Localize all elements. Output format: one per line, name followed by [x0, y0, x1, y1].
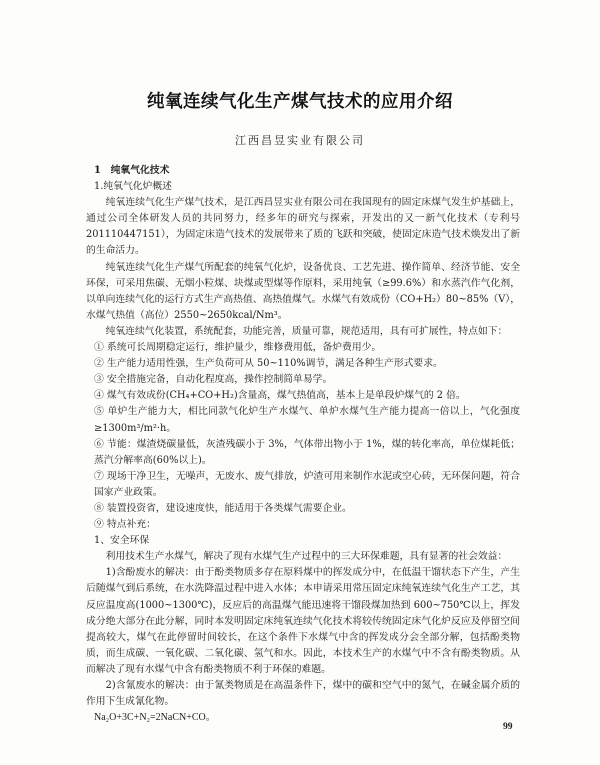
page-number: 99 — [503, 722, 513, 732]
list-item: ⑧ 装置投资省，建设速度快，能适用于各类煤气需要企业。 — [94, 502, 352, 514]
list-item: ② 生产能力适用性强，生产负荷可从 50~110%调节，满足各种生产形式要求。 — [94, 358, 443, 370]
list-item: ⑨ 特点补充： — [94, 519, 156, 531]
section-heading: 1 纯氧气化技术 — [94, 165, 170, 176]
list-item: ⑥ 节能：煤渣烧碳量低，灰渣残碳小于 3%，气体带出物小于 1%，煤的转化率高，单位煤耗低；蒸汽分解率高(60%以上)。 — [94, 438, 520, 466]
list-item: ① 系统可长周期稳定运行，维护量少，维修费用低，备炉费用少。 — [94, 342, 382, 354]
list-item: ⑦ 现场干净卫生，无噪声，无废水、废气排放，炉渣可用来制作水泥或空心砖，无环保问题，符合国家产业政策。 — [94, 470, 520, 498]
paragraph: 纯氧连续气化生产煤气所配套的纯氧气化炉，设备优良、工艺先进、操作简单、经济节能、安全环保，可采用焦碳、无烟小粒煤、块煤或型煤等作原料，采用纯氧（≥99.6%）和水蒸汽作气化剂，以单向连续气化的运行方式生产高热值、高热值煤气。水煤气有效成份（CO+H₂）80~85%（V），水煤气热值（高位）2550~2650kcal/Nm³。 — [86, 261, 520, 321]
subsection-heading: 1.纯氧气化炉概述 — [94, 181, 172, 193]
paragraph: 2)含氰废水的解决：由于氰类物质是在高温条件下，煤中的碳和空气中的氮气，在碱金属介质的作用下生成氰化物。 — [86, 680, 520, 708]
list-item: ⑤ 单炉生产能力大，相比同款气化炉生产水煤气、单炉水煤气生产能力提高一倍以上，气化强度≥1300m³/m²·h。 — [94, 406, 520, 434]
paragraph: 纯氧连续气化装置，系统配套，功能完善，质量可靠，规范适用，具有可扩展性，特点如下： — [105, 325, 508, 337]
paragraph: 利用技术生产水煤气，解决了现有水煤气生产过程中的三大环保难题，具有显著的社会效益： — [105, 551, 508, 563]
list-item: ③ 安全措施完备，自动化程度高，操作控制简单易学。 — [94, 374, 333, 386]
chemical-formula: Na₂O+3C+N₂=2NaCN+CO。 — [94, 712, 216, 724]
paragraph: 纯氧连续气化生产煤气技术，是江西昌昱实业有限公司在我国现有的固定床煤气发生炉基础上，通过公司全体研发人员的共同努力，经多年的研究与探索，开发出的又一新气化技术（专利号201110447151），为固定床造气技术的发展带来了质的飞跃和突破，使固定床造气技术焕发出了新的生命活力。 — [86, 197, 520, 257]
paragraph: 1)含酚废水的解决：由于酚类物质多存在原料煤中的挥发成分中，在低温干馏状态下产生，产生后随煤气到后系统，在水洗降温过程中进入水体；本申请采用常压固定床纯氧连续气化生产工艺，其反应温度高(1000~1300℃)，反应后的高温煤气能迅速将干馏段煤加热到 600~750℃以上，挥发成分绝大部分在此分解，同时本发明固定床纯氧连续气化技术将较传统固定床气化炉反应及停留空间提高较大，煤气在此停留时间较长，在这个条件下水煤气中含的挥发成分会全部分解，包括酚类物质，而生成碳、一氧化碳、二氧化碳、氢气和水。因此，本技术生产的水煤气中不含有酚类物质。从而解决了现有水煤气中含有酚类物质不利于环保的难题。 — [86, 567, 520, 675]
paper-title: 纯氧连续气化生产煤气技术的应用介绍 — [147, 92, 453, 112]
paper-body — [86, 163, 520, 726]
list-item: ④ 煤气有效成份(CH₄+CO+H₂)含量高，煤气热值高，基本上是单段炉煤气的 2 倍。 — [94, 390, 466, 402]
paper-author: 江西昌昱实业有限公司 — [235, 134, 365, 147]
subsection-heading: 1、安全环保 — [94, 535, 150, 547]
